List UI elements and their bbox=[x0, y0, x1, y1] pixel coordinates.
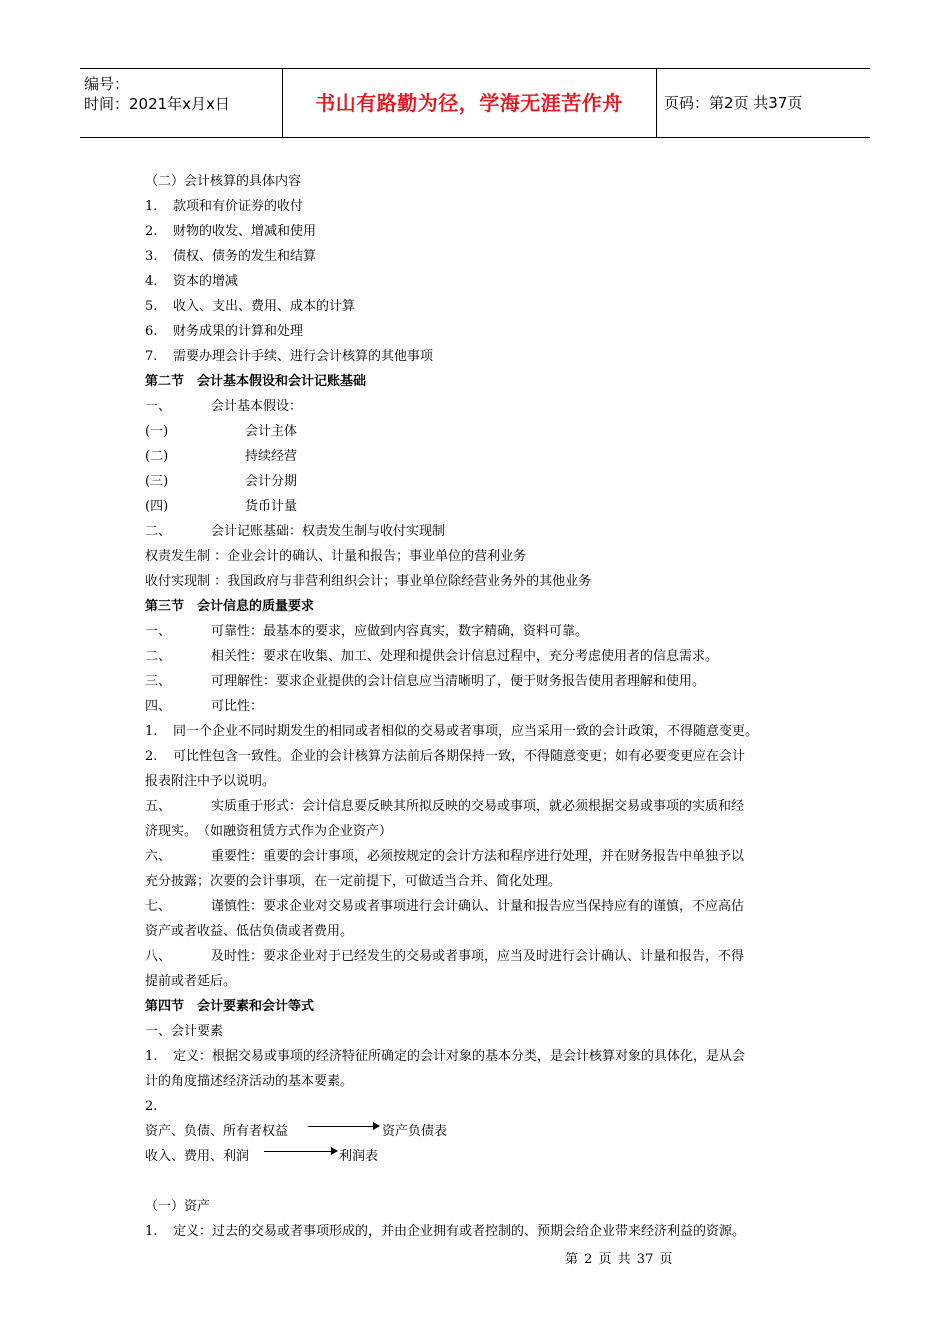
list-item: 4. 资本的增减 bbox=[145, 274, 239, 289]
arrow-icon bbox=[264, 1151, 332, 1152]
flow-target: 利润表 bbox=[339, 1149, 379, 1164]
page-footer: 第 2 页 共 37 页 bbox=[565, 1252, 673, 1267]
list-item: 二、 会计记账基础：权责发生制与收付实现制 bbox=[145, 524, 446, 539]
list-item: 2. 可比性包含一致性。企业的会计核算方法前后各期保持一致，不得随意变更；如有必要变更应在会计 bbox=[145, 749, 746, 764]
list-item: (三) 会计分期 bbox=[145, 474, 298, 489]
list-item: 7. 需要办理会计手续、进行会计核算的其他事项 bbox=[145, 349, 434, 364]
list-item: 一、 可靠性：最基本的要求，应做到内容真实，数字精确，资料可靠。 bbox=[145, 624, 589, 639]
list-item: 5. 收入、支出、费用、成本的计算 bbox=[145, 299, 356, 314]
list-item: (二) 持续经营 bbox=[145, 449, 298, 464]
document-date: 时间：2021年x月x日 bbox=[84, 95, 230, 113]
flow-target: 资产负债表 bbox=[382, 1124, 448, 1139]
header-motto: 书山有路勤为径，学海无涯苦作舟 bbox=[315, 91, 623, 115]
list-item: 1. 款项和有价证券的收付 bbox=[145, 199, 304, 214]
list-item: 三、 可理解性：要求企业提供的会计信息应当清晰明了，便于财务报告使用者理解和使用。 bbox=[145, 674, 706, 689]
document-number-label: 编号： bbox=[84, 75, 130, 93]
paragraph-line: 计的角度描述经济活动的基本要素。 bbox=[145, 1074, 354, 1089]
list-item: 五、 实质重于形式：会计信息要反映其所拟反映的交易或事项，就必须根据交易或事项的实质和经 bbox=[145, 799, 745, 814]
section-heading: 第四节 会计要素和会计等式 bbox=[145, 999, 315, 1014]
paragraph-line: 权责发生制 ：企业会计的确认、计量和报告；事业单位的营利业务 bbox=[145, 549, 527, 564]
header-divider bbox=[656, 69, 657, 137]
flow-source: 资产、负债、所有者权益 bbox=[145, 1124, 289, 1139]
paragraph-line: 济现实。 （如融资租赁方式作为企业资产） bbox=[145, 824, 393, 839]
list-item: 6. 财务成果的计算和处理 bbox=[145, 324, 304, 339]
paragraph-line: 报表附注中予以说明。 bbox=[145, 774, 276, 789]
list-item: 六、 重要性：重要的会计事项，必须按规定的会计方法和程序进行处理，并在财务报告中单独予以 bbox=[145, 849, 745, 864]
header-meta bbox=[80, 69, 282, 137]
list-item: 一、 会计基本假设： bbox=[145, 399, 303, 414]
subsection-heading: （一）资产 bbox=[145, 1199, 211, 1214]
list-item: 二、 相关性：要求在收集、加工、处理和提供会计信息过程中，充分考虑使用者的信息需求。 bbox=[145, 649, 719, 664]
list-item: 四、 可比性： bbox=[145, 699, 264, 714]
paragraph-line: 提前或者延后。 bbox=[145, 974, 237, 989]
section-heading: 第三节 会计信息的质量要求 bbox=[145, 599, 315, 614]
section-heading: 第二节 会计基本假设和会计记账基础 bbox=[145, 374, 367, 389]
paragraph-line: 收付实现制 ：我国政府与非营利组织会计；事业单位除经营业务外的其他业务 bbox=[145, 574, 592, 589]
paragraph-line: 资产或者收益、低估负债或者费用。 bbox=[145, 924, 354, 939]
paragraph-line: 充分披露；次要的会计事项，在一定前提下，可做适当合并、简化处理。 bbox=[145, 874, 562, 889]
list-item: 八、 及时性：要求企业对于已经发生的交易或者事项，应当及时进行会计确认、计量和报告，不得 bbox=[145, 949, 745, 964]
list-item: 1. 同一个企业不同时期发生的相同或者相似的交易或者事项，应当采用一致的会计政策，不得随意变更。 bbox=[145, 724, 759, 739]
list-item: (一) 会计主体 bbox=[145, 424, 298, 439]
list-item: (四) 货币计量 bbox=[145, 499, 298, 514]
list-item: 1. 定义：根据交易或事项的经济特征所确定的会计对象的基本分类，是会计核算对象的具体化，是从会 bbox=[145, 1049, 746, 1064]
list-item: 3. 债权、债务的发生和结算 bbox=[145, 249, 317, 264]
page-header bbox=[80, 68, 870, 138]
flow-source: 收入、费用、利润 bbox=[145, 1149, 250, 1164]
subsection-heading: 一、会计要素 bbox=[145, 1024, 224, 1039]
subsection-heading: （二）会计核算的具体内容 bbox=[145, 174, 302, 189]
list-item: 1. 定义：过去的交易或者事项形成的，并由企业拥有或者控制的、预期会给企业带来经济利益的资源。 bbox=[145, 1224, 746, 1239]
list-item: 2. 财物的收发、增减和使用 bbox=[145, 224, 317, 239]
paragraph-line: 2. bbox=[145, 1099, 158, 1114]
list-item: 七、 谨慎性：要求企业对交易或者事项进行会计确认、计量和报告应当保持应有的谨慎，不应高估 bbox=[145, 899, 745, 914]
arrow-icon bbox=[308, 1126, 374, 1127]
header-page-info: 页码：第2页 共37页 bbox=[664, 94, 803, 112]
